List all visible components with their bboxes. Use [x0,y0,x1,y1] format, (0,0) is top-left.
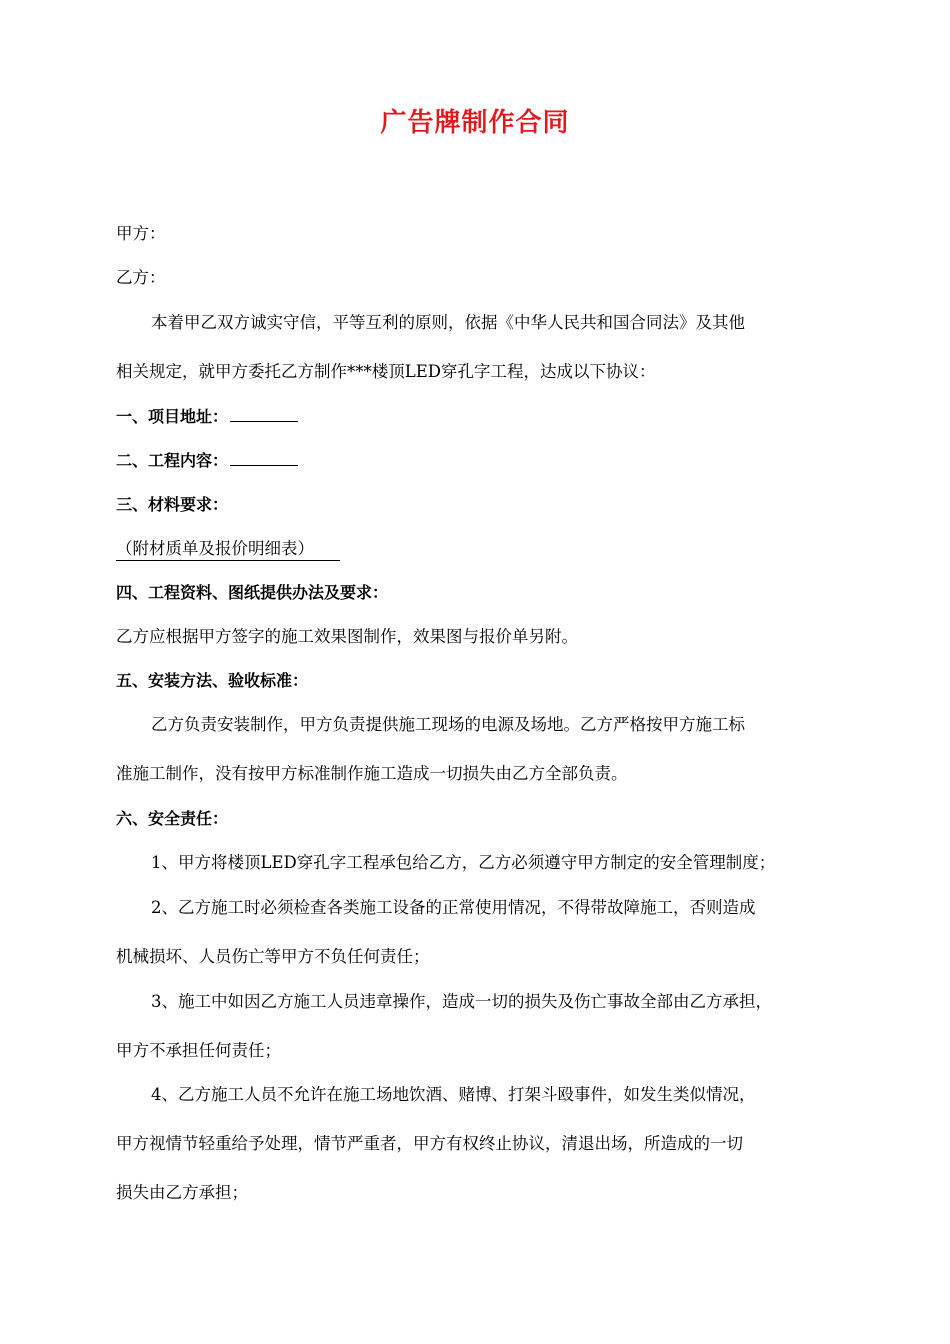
section-6-item-2: 2、乙方施工时必须检查各类施工设备的正常使用情况，不得带故障施工，否则造成 [151,898,756,917]
section-4-text: 乙方应根据甲方签字的施工效果图制作，效果图与报价单另附。 [116,627,578,646]
section-5-text-1: 乙方负责安装制作，甲方负责提供施工现场的电源及场地。乙方严格按甲方施工标 [151,715,745,734]
section-1-project-address [116,405,866,429]
section-6-item-4-cont-1: 甲方视情节轻重给予处理，情节严重者，甲方有权终止协议，清退出场，所造成的一切 [116,1134,743,1153]
section-6-item-3-cont: 甲方不承担任何责任； [116,1041,281,1060]
section-1-label: 一、项目地址： [116,407,229,426]
address-blank-field [230,405,298,422]
party-a-label: 甲方： [116,224,166,243]
page-title: 广告牌制作合同 [380,108,570,138]
section-6-label: 六、安全责任： [116,809,229,828]
section-6-item-3: 3、施工中如因乙方施工人员违章操作，造成一切的损失及伤亡事故全部由乙方承担， [151,992,772,1011]
intro-line-1: 本着甲乙双方诚实守信，平等互利的原则，依据《中华人民共和国合同法》及其他 [151,313,745,332]
section-3-note: （附材质单及报价明细表） [116,538,340,561]
section-6-item-2-cont: 机械损坏、人员伤亡等甲方不负任何责任； [116,947,430,966]
section-3-label: 三、材料要求： [116,495,229,514]
section-2-label: 二、工程内容： [116,451,229,470]
section-3-note-row [116,537,866,561]
section-6-item-4: 4、乙方施工人员不允许在施工场地饮酒、赌博、打架斗殴事件，如发生类似情况， [151,1085,756,1104]
section-5-label: 五、安装方法、验收标准： [116,671,309,690]
section-4-label: 四、工程资料、图纸提供办法及要求： [116,583,389,602]
content-blank-field [230,449,298,466]
section-6-item-4-cont-2: 损失由乙方承担； [116,1183,248,1202]
section-5-text-2: 准施工制作，没有按甲方标准制作施工造成一切损失由乙方全部负责。 [116,764,628,783]
section-6-item-1: 1、甲方将楼顶LED穿孔字工程承包给乙方，乙方必须遵守甲方制定的安全管理制度； [151,853,776,872]
intro-line-2: 相关规定，就甲方委托乙方制作***楼顶LED穿孔字工程，达成以下协议： [116,362,656,381]
section-2-work-content [116,449,866,473]
party-b-label: 乙方： [116,268,166,287]
